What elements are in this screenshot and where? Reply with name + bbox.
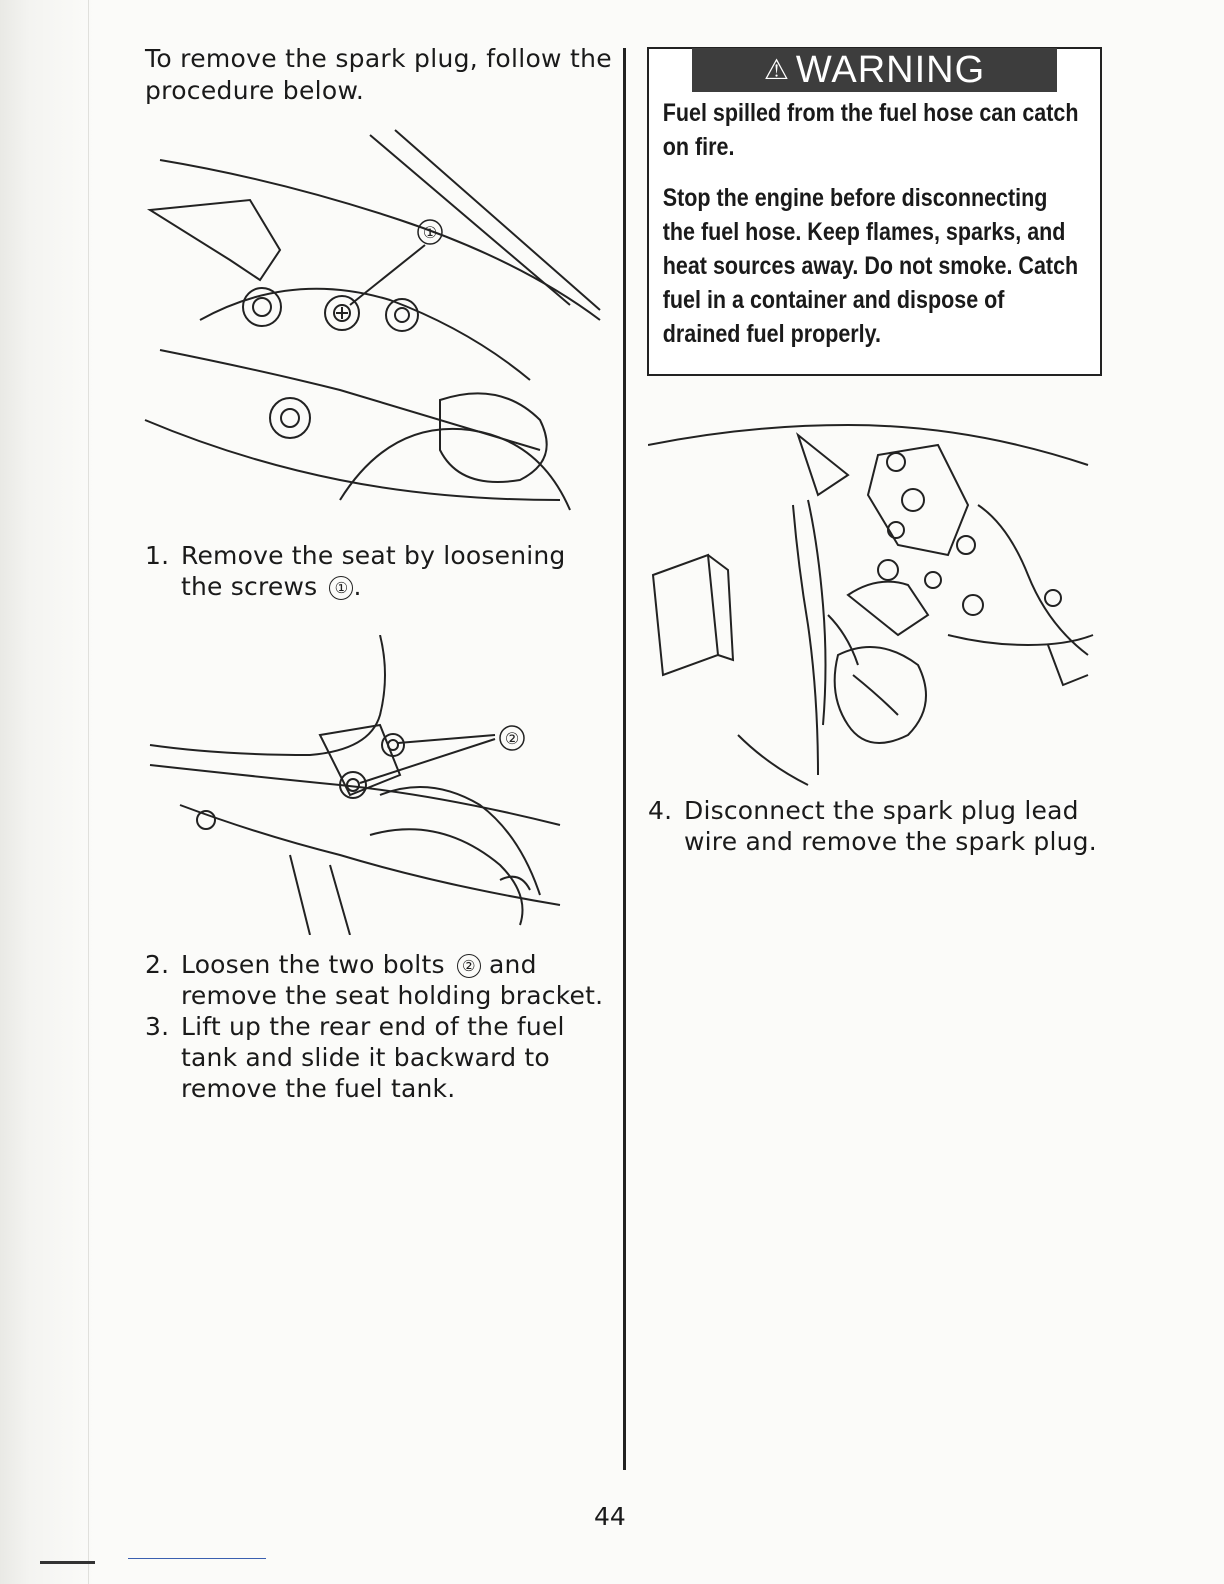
page-number: 44 <box>594 1502 626 1531</box>
step-3 <box>145 1011 605 1104</box>
warning-title: WARNING <box>795 49 986 91</box>
figure-bracket-bolts <box>140 635 600 935</box>
step-1-number: 1. <box>145 541 170 570</box>
step-1 <box>145 540 605 602</box>
binding-edge-line <box>88 0 89 1584</box>
column-divider <box>623 48 626 1470</box>
step-2-ref: ② <box>457 954 481 978</box>
warning-box <box>647 47 1102 376</box>
step-2-text-b: and remove the seat holding bracket. <box>181 950 604 1010</box>
step-1-suffix: . <box>353 572 362 601</box>
warning-paragraph-1: Fuel spilled from the fuel hose can catch on fire. <box>662 99 1079 161</box>
warning-triangle-icon: ⚠ <box>763 54 790 85</box>
step-2 <box>145 949 605 1011</box>
page-binding-shadow <box>0 0 95 1584</box>
figure-seat-screws <box>140 120 610 520</box>
step-1-text: Remove the seat by loosening the screws <box>181 541 566 601</box>
step-4 <box>648 795 1118 857</box>
warning-paragraph-2: Stop the engine before disconnecting the fuel hose. Keep flames, sparks, and heat sources away. Do not smoke. Catch fuel in a container and dispose of drained fuel properly. <box>662 184 1079 348</box>
step-3-text: Lift up the rear end of the fuel tank and slide it backward to remove the fuel tank. <box>181 1012 565 1103</box>
intro-text: To remove the spark plug, follow the procedure below. <box>145 44 612 105</box>
figure-1-callout: ① <box>422 223 438 242</box>
step-2-number: 2. <box>145 950 170 979</box>
step-3-number: 3. <box>145 1012 170 1041</box>
step-4-text: Disconnect the spark plug lead wire and remove the spark plug. <box>684 796 1097 856</box>
warning-header <box>692 48 1057 92</box>
figure-2-callout: ② <box>504 729 520 748</box>
step-4-number: 4. <box>648 796 673 825</box>
corner-mark <box>40 1561 95 1564</box>
step-2-text-a: Loosen the two bolts <box>181 950 445 979</box>
figure-spark-plug <box>648 405 1098 795</box>
step-1-ref: ① <box>329 576 353 600</box>
footer-line <box>128 1558 266 1559</box>
